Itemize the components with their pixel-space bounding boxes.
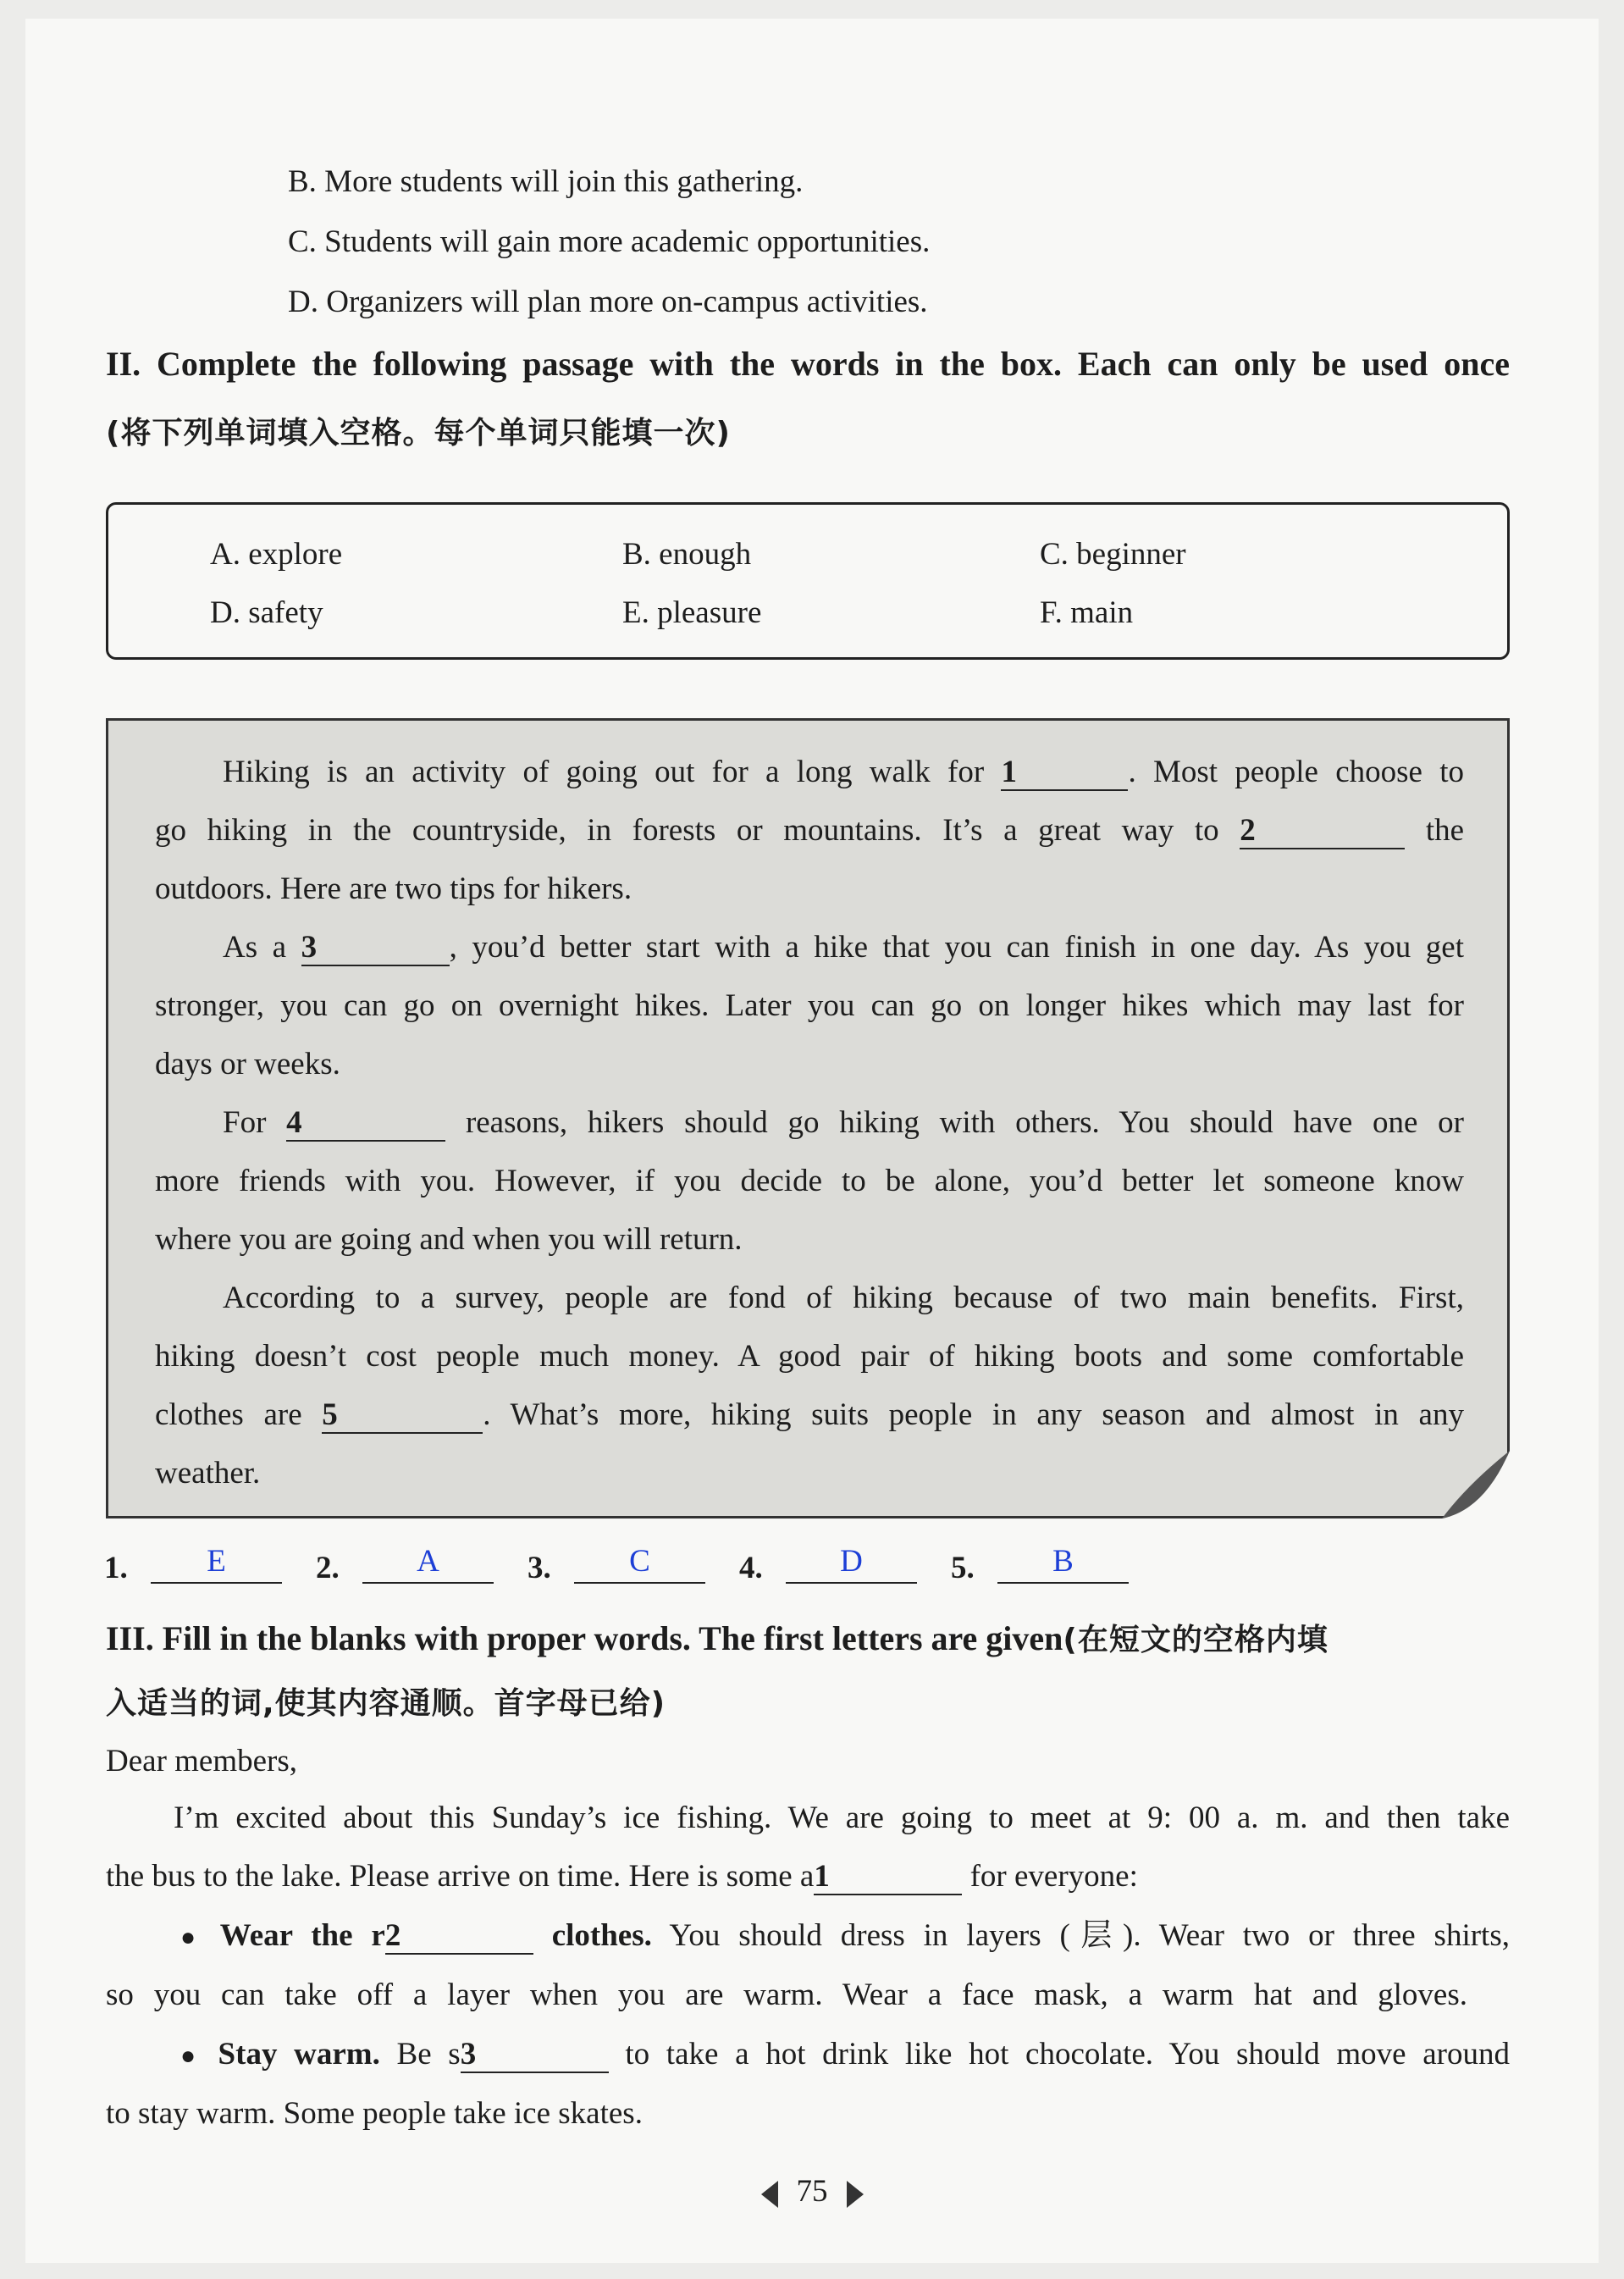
letter-line: to stay warm. Some people take ice skates. (106, 2096, 643, 2131)
option-d: D. Organizers will plan more on-campus activities. (288, 285, 928, 319)
answer-item: 5. B (951, 1550, 975, 1586)
letter-blank-2: 2 (385, 1920, 533, 1955)
page-curl-icon (1442, 1451, 1510, 1518)
letter-blank-1: 1 (814, 1861, 962, 1895)
section3-heading: III. Fill in the blanks with proper words. The first letters are given(在短文的空格内填 (106, 1619, 1328, 1657)
option-c: C. Students will gain more academic opportunities. (288, 224, 931, 259)
section2-heading-cn: (将下列单词填入空格。每个单词只能填一次) (106, 416, 731, 451)
passage-line: days or weeks. (155, 1047, 340, 1081)
prev-arrow-icon (761, 2181, 778, 2208)
passage-line: As a 3 , you’d better start with a hike that you can finish in one day. As you get (223, 930, 1465, 965)
passage-line: hiking doesn’t cost people much money. A good pair of hiking boots and some comfortable (155, 1339, 1464, 1374)
passage-line: For 4 reasons, hikers should go hiking with others. You should have one or (223, 1105, 1465, 1140)
passage-line: where you are going and when you will return. (155, 1222, 743, 1257)
word-option: D. safety (210, 595, 323, 630)
word-option: F. main (1040, 595, 1134, 630)
passage-line: Hiking is an activity of going out for a long walk for 1 . Most people choose to (223, 755, 1465, 789)
passage-line: clothes are 5 . What’s more, hiking suits people in any season and almost in any (155, 1397, 1464, 1432)
answer-value: E (151, 1543, 282, 1584)
letter-line: so you can take off a layer when you are warm. Wear a face mask, a warm hat and gloves. (106, 1978, 1467, 2012)
section2-heading: II. Complete the following passage with the words in the box. Each can only be used once (106, 345, 1510, 383)
passage-blank-2: 2 (1240, 815, 1405, 849)
answer-value: B (997, 1543, 1129, 1584)
answer-item: 1. E (104, 1550, 128, 1586)
passage-box (106, 718, 1510, 1518)
passage-line: outdoors. Here are two tips for hikers. (155, 871, 632, 906)
answer-item: 4. D (739, 1550, 763, 1586)
passage-blank-5: 5 (322, 1399, 483, 1434)
answer-value: C (574, 1543, 705, 1584)
passage-line: stronger, you can go on overnight hikes. Later you can go on longer hikes which may last for (155, 988, 1464, 1023)
letter-line: the bus to the lake. Please arrive on time. Here is some a1 for everyone: (106, 1859, 1138, 1894)
passage-line: According to a survey, people are fond of hiking because of two main benefits. First, (223, 1281, 1464, 1315)
word-option: C. beginner (1040, 537, 1186, 572)
word-option: E. pleasure (622, 595, 762, 630)
bullet-icon: ● (180, 1923, 207, 1951)
bullet-icon: ● (180, 2042, 205, 2070)
section3-heading-cn: 入适当的词,使其内容通顺。首字母已给) (106, 1686, 666, 1721)
answer-value: A (362, 1543, 494, 1584)
answer-value: D (786, 1543, 917, 1584)
passage-blank-1: 1 (1001, 756, 1128, 791)
next-arrow-icon (847, 2181, 864, 2208)
passage-line: go hiking in the countryside, in forests or mountains. It’s a great way to 2 the (155, 813, 1465, 848)
passage-blank-4: 4 (286, 1107, 445, 1142)
letter-blank-3: 3 (461, 2038, 609, 2073)
word-box (106, 502, 1510, 660)
answer-item: 3. C (528, 1550, 551, 1586)
page-number: 75 (0, 2173, 1624, 2210)
answer-item: 2. A (316, 1550, 340, 1586)
letter-bullet-2: ● Stay warm. Be s3 to take a hot drink like hot chocolate. You should move around (180, 2037, 1510, 2072)
passage-line: more friends with you. However, if you decide to be alone, you’d better let someone know (155, 1164, 1464, 1198)
letter-line: I’m excited about this Sunday’s ice fishing. We are going to meet at 9: 00 a. m. and then take (174, 1801, 1510, 1835)
passage-line: weather. (155, 1456, 261, 1491)
letter-greeting: Dear members, (106, 1744, 298, 1778)
passage-blank-3: 3 (301, 932, 450, 966)
option-b: B. More students will join this gathering. (288, 164, 804, 199)
word-option: A. explore (210, 537, 343, 572)
word-option: B. enough (622, 537, 752, 572)
letter-bullet-1: ● Wear the r2 clothes. You should dress in layers (层). Wear two or three shirts, (180, 1918, 1510, 1953)
